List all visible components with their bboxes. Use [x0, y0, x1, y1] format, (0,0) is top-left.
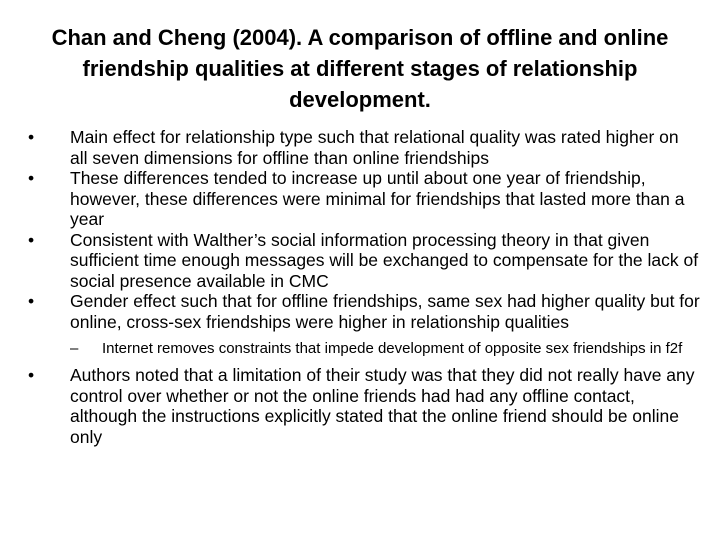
bullet-dot-icon: •	[28, 127, 35, 147]
bullet-text: Main effect for relationship type such that relational quality was rated higher on all seven dimensions for offline than online friendships	[70, 127, 679, 168]
sub-bullet-text: Internet removes constraints that impede development of opposite sex friendships in f2f	[102, 340, 683, 357]
bullet-dot-icon: •	[28, 365, 35, 385]
dash-icon: –	[70, 340, 79, 357]
bullet-item	[28, 365, 700, 447]
bullet-text: Authors noted that a limitation of their study was that they did not really have any control over whether or not the online friends had had any offline contact, although the instructions explicitly stated that the online friend should be online only	[70, 365, 695, 447]
bullet-item	[28, 168, 700, 230]
bullet-list	[28, 127, 700, 447]
bullet-item	[28, 127, 700, 168]
bullet-text: Consistent with Walther’s social information processing theory in that given sufficient time enough messages will be exchanged to compensate for the lack of social presence available in CMC	[70, 229, 699, 291]
bullet-item	[28, 291, 700, 357]
slide-title: Chan and Cheng (2004). A comparison of offline and online friendship qualities at different stages of relationship development.	[51, 25, 669, 112]
bullet-item	[28, 230, 700, 292]
bullet-dot-icon: •	[28, 229, 35, 250]
sub-bullet-list	[70, 341, 700, 357]
bullet-text: Gender effect such that for offline friendships, same sex had higher quality but for online, cross-sex friendships were higher in relationship qualities	[70, 291, 700, 332]
bullet-dot-icon: •	[28, 291, 35, 311]
bullet-text: These differences tended to increase up until about one year of friendship, however, these differences were minimal for friendships that lasted more than a year	[70, 168, 685, 229]
sub-bullet-item	[70, 341, 700, 357]
bullet-dot-icon: •	[28, 168, 35, 188]
